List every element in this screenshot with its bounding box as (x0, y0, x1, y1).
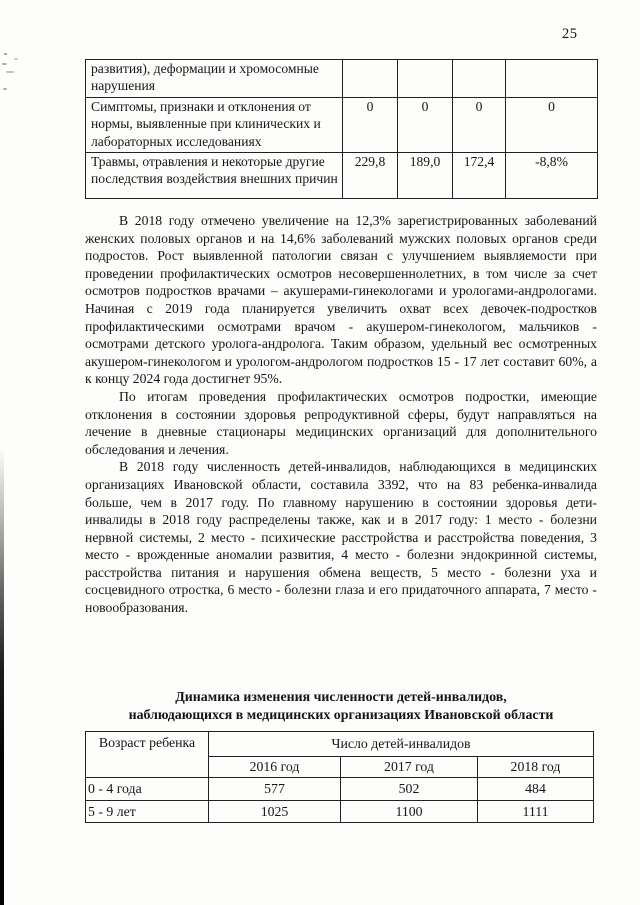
cell-value (343, 60, 398, 98)
table-header-row (86, 732, 594, 757)
table-title (85, 689, 597, 725)
scan-speck (14, 58, 18, 60)
paragraph: В 2018 году численность детей-инвалидов, наблюдающихся в медицинских организациях Ивановской области, составила 3392, что на 83 ребенка-инвалида больше, чем в 2017 году. По главному нарушению в состоянии здоровья дети-инвалиды в 2018 году распределены также, как и в 2017 году: 1 место - болезни нервной системы, 2 место - психические расстройства и расстройства поведения, 3 место - врожденные аномалии развития, 4 место - болезни эндокринной системы, расстройства питания и нарушения обмена веществ, 5 место - болезни уха и сосцевидного отростка, 6 место - болезни глаза и его придаточного аппарата, 7 место - новообразования. (85, 459, 597, 616)
age-cell: 5 - 9 лет (86, 801, 209, 823)
count-cell: 1025 (209, 801, 341, 823)
table-row (86, 60, 598, 98)
count-cell: 502 (341, 778, 478, 801)
count-cell: 1111 (478, 801, 594, 823)
morbidity-table-continuation (85, 59, 598, 199)
cell-value: 229,8 (343, 153, 398, 199)
row-label: развития), деформации и хромосомные нарушения (86, 60, 343, 98)
scan-speck (6, 71, 14, 73)
body-text (85, 212, 597, 617)
paragraph: В 2018 году отмечено увеличение на 12,3% зарегистрированных заболеваний женских половых органов и на 14,6% заболеваний мужских половых органов среди подростов. Рост выявленной патологии связан с улучшением выявляемости при проведении профилактических осмотров несовершеннолетних, в том числе за счет осмотров подростков врачами – акушерами-гинекологами и урологами-андрологами. Начиная с 2019 года планируется увеличить охват всех девочек-подростков профилактическими осмотрами врачом - акушером-гинекологом, мальчиков - осмотрами детского уролога-андролога. Таким образом, удельный вес осмотренных акушером-гинекологом и урологом-андрологом подростков 15 - 17 лет составит 60%, а к концу 2024 года достигнет 95%. (85, 213, 597, 387)
cell-value: 0 (453, 97, 506, 152)
scan-speck (3, 88, 7, 90)
table-row (86, 97, 598, 152)
count-cell: 577 (209, 778, 341, 801)
year-header: 2016 год (209, 757, 341, 778)
scan-speck (2, 63, 7, 65)
paragraph: По итогам проведения профилактических осмотров подростки, имеющие отклонения в состоянии здоровья репродуктивной сферы, будут направляться на лечение в дневные стационары медицинских организаций для дополнительного обследования и лечения. (85, 388, 597, 457)
count-cell: 484 (478, 778, 594, 801)
cell-value: 0 (343, 97, 398, 152)
cell-value: 0 (506, 97, 598, 152)
count-cell: 1100 (341, 801, 478, 823)
age-cell: 0 - 4 года (86, 778, 209, 801)
age-column-header: Возраст ребенка (86, 732, 209, 778)
cell-value (453, 60, 506, 98)
cell-value: 0 (398, 97, 453, 152)
row-label: Симптомы, признаки и отклонения от нормы, выявленные при клинических и лабораторных исследованиях (86, 97, 343, 152)
cell-value (506, 60, 598, 98)
page-number: 25 (562, 26, 578, 42)
table-row (86, 801, 594, 823)
year-header: 2018 год (478, 757, 594, 778)
table-row (86, 778, 594, 801)
cell-value: 189,0 (398, 153, 453, 199)
year-header: 2017 год (341, 757, 478, 778)
group-header: Число детей-инвалидов (209, 732, 594, 757)
cell-value: -8,8% (506, 153, 598, 199)
disability-dynamics-table (85, 731, 594, 823)
row-label: Травмы, отравления и некоторые другие последствия воздействия внешних причин (86, 153, 343, 199)
scan-speck (4, 53, 7, 55)
table-row (86, 153, 598, 199)
table-title-line1: Динамика изменения численности детей-инвалидов, (175, 690, 507, 705)
cell-value: 172,4 (453, 153, 506, 199)
scan-artifact-edge-bar (0, 448, 4, 905)
cell-value (398, 60, 453, 98)
table-title-line2: наблюдающихся в медицинских организациях Ивановской области (128, 708, 554, 723)
